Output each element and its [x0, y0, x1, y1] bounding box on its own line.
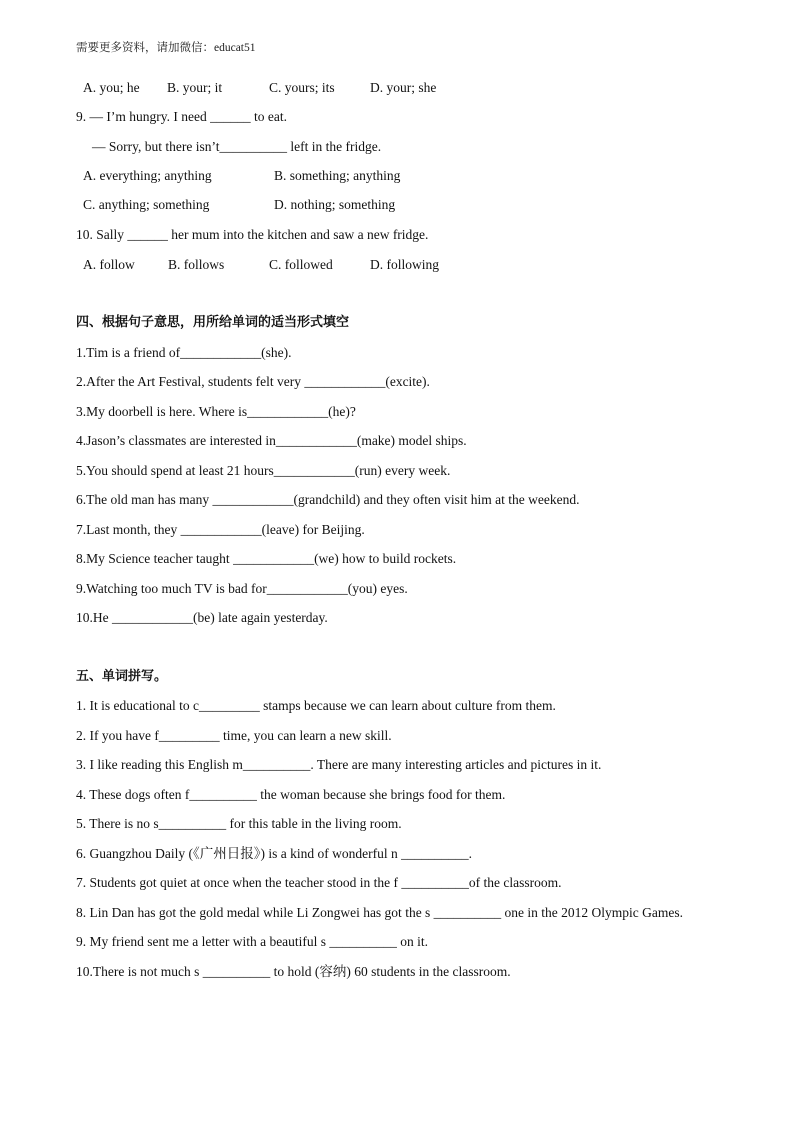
section5-heading: 五、单词拼写。: [76, 669, 168, 684]
q8-option-b: B. your; it: [167, 80, 223, 95]
page-header: 需要更多资料，请加微信：educat51: [76, 42, 256, 54]
q9-stem-reply: — Sorry, but there isn’t__________ left in the fridge.: [92, 139, 382, 154]
section4-heading: 四、根据句子意思，用所给单词的适当形式填空: [76, 315, 350, 330]
section4-item: 4.Jason’s classmates are interested in____________(make) model ships.: [76, 433, 467, 448]
q8-option-c: C. yours; its: [269, 80, 335, 95]
q9-stem: 9. — I’m hungry. I need ______ to eat.: [76, 109, 287, 124]
q8-option-a: A. you; he: [83, 80, 140, 95]
q9-option-a: A. everything; anything: [83, 168, 212, 183]
section4-item: 3.My doorbell is here. Where is____________(he)?: [76, 404, 356, 419]
q9-option-d: D. nothing; something: [274, 197, 396, 212]
section5-item: 2. If you have f_________ time, you can learn a new skill.: [76, 728, 392, 743]
section5-item: 8. Lin Dan has got the gold medal while Li Zongwei has got the s __________ one in the 2012 Olympic Games.: [76, 905, 684, 920]
section4-item: 9.Watching too much TV is bad for____________(you) eyes.: [76, 581, 408, 596]
q10-option-c: C. followed: [269, 257, 333, 272]
section4-item: 5.You should spend at least 21 hours____________(run) every week.: [76, 463, 451, 478]
section5-item: 1. It is educational to c_________ stamps because we can learn about culture from them.: [76, 698, 556, 713]
section5-item: 7. Students got quiet at once when the teacher stood in the f __________of the classroom.: [76, 875, 562, 890]
section5-item: 9. My friend sent me a letter with a beautiful s __________ on it.: [76, 934, 429, 949]
section4-item: 1.Tim is a friend of____________(she).: [76, 345, 292, 360]
q9-option-b: B. something; anything: [274, 168, 401, 183]
q10-stem: 10. Sally ______ her mum into the kitchen and saw a new fridge.: [76, 227, 429, 242]
section5-item: 3. I like reading this English m__________. There are many interesting articles and pictures in it.: [76, 757, 602, 772]
section5-item: 4. These dogs often f__________ the woman because she brings food for them.: [76, 787, 506, 802]
q8-option-d: D. your; she: [370, 80, 437, 95]
q10-option-b: B. follows: [168, 257, 225, 272]
section4-item: 7.Last month, they ____________(leave) for Beijing.: [76, 522, 365, 537]
section4-item: 6.The old man has many ____________(grandchild) and they often visit him at the weekend.: [76, 492, 580, 507]
section5-item: 10.There is not much s __________ to hold (容纳) 60 students in the classroom.: [76, 964, 511, 979]
q10-option-a: A. follow: [83, 257, 135, 272]
q10-option-d: D. following: [370, 257, 439, 272]
section5-item: 6. Guangzhou Daily (《广州日报》) is a kind of wonderful n __________.: [76, 846, 472, 861]
q9-option-c: C. anything; something: [83, 197, 210, 212]
section5-item: 5. There is no s__________ for this table in the living room.: [76, 816, 402, 831]
section4-item: 8.My Science teacher taught ____________(we) how to build rockets.: [76, 551, 457, 566]
section4-item: 10.He ____________(be) late again yesterday.: [76, 610, 328, 625]
section4-item: 2.After the Art Festival, students felt very ____________(excite).: [76, 374, 430, 389]
